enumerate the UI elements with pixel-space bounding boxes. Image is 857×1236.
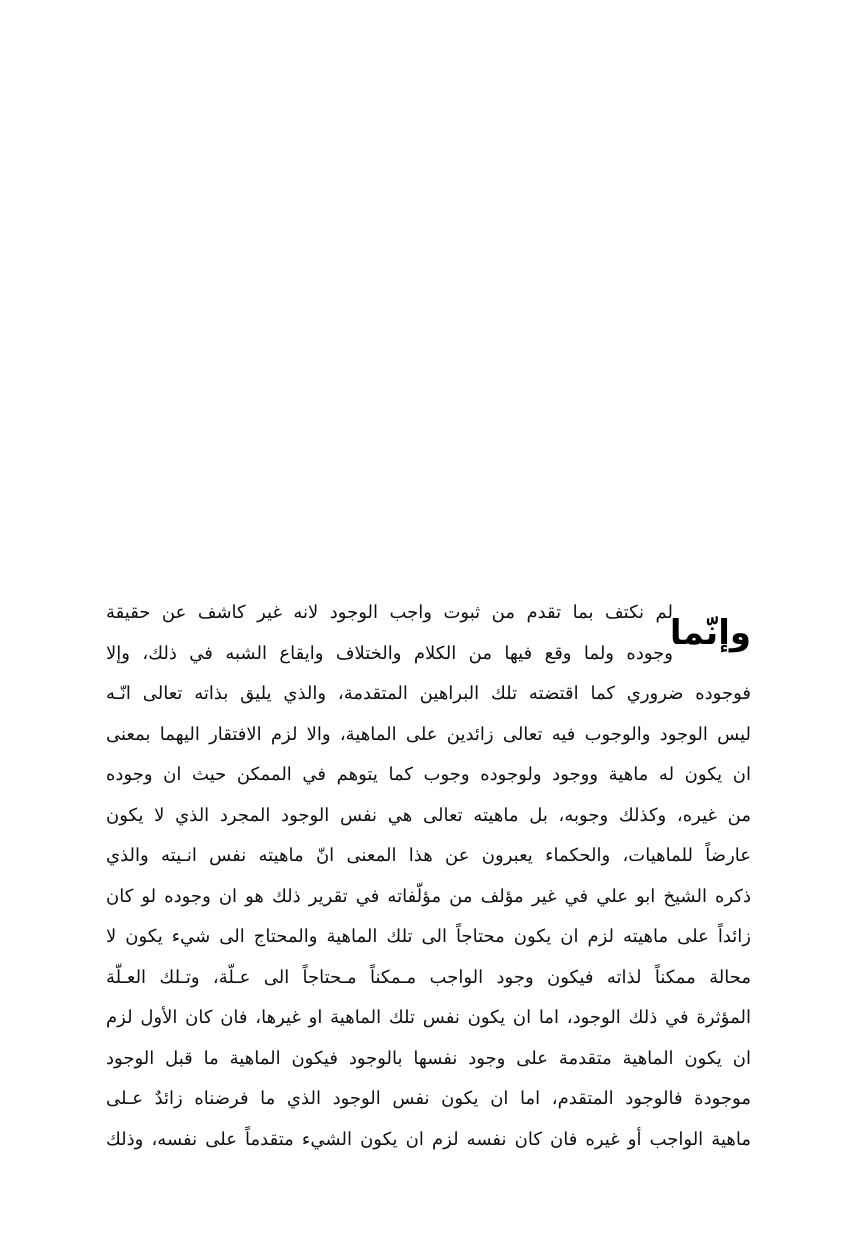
text-line-6: من غيره، وكذلك وجوبه، بل ماهيته تعالى هي نفس الوجود المجرد الذي لا يكون [106, 804, 751, 826]
text-line-8: ذكره الشيخ ابو علي في غير مؤلف من مؤلّفاته في تقرير ذلك هو ان وجوده لو كان [106, 885, 751, 907]
body-text [106, 593, 751, 1160]
section-heading-word: وإنّما [669, 613, 751, 653]
text-line-1: لم نكتف بما تقدم من ثبوت واجب الوجود لانه غير كاشف عن حقيقة [106, 602, 673, 623]
text-line-3: فوجوده ضروري كما اقتضته تلك البراهين المتقدمة، والذي يليق بذاته تعالى انّـه [106, 683, 751, 704]
text-line-9: زائداً على ماهيته لزم ان يكون محتاجاً الى تلك الماهية والمحتاج الى شيء يكون لا [106, 926, 751, 947]
text-line-12: ان يكون الماهية متقدمة على وجود نفسها بالوجود فيكون الماهية ما قبل الوجود [106, 1047, 751, 1069]
text-line-11: المؤثرة في ذلك الوجود، اما ان يكون نفس تلك الماهية او غيرها، فان كان الأول لزم [106, 1007, 751, 1028]
text-line-2: وجوده ولما وقع فيها من الكلام والختلاف وايقاع الشبه في ذلك، وإلا [106, 642, 673, 664]
text-line-13: موجودة فالوجود المتقدم، اما ان يكون نفس الوجود الذي ما فرضناه زائدٌ عـلى [106, 1088, 751, 1109]
text-line-5: ان يكون له ماهية ووجود ولوجوده وجوب كما يتوهم في الممكن حيث ان وجوده [106, 764, 751, 785]
text-line-10: محالة ممكناً لذاته فيكون وجود الواجب مـمكناً مـحتاجاً الى عـلّة، وتـلك العـلّة [106, 966, 751, 988]
text-line-7: عارضاً للماهيات، والحكماء يعبرون عن هذا المعنى انّ ماهيته نفس انـيته والذي [106, 845, 751, 866]
text-line-4: ليس الوجود والوجوب فيه تعالى زائدين على الماهية، والا لزم الافتقار اليهما بمعنى [106, 723, 751, 745]
text-line-14: ماهية الواجب أو غيره فان كان نفسه لزم ان يكون الشيء متقدماً على نفسه، وذلك [106, 1128, 751, 1150]
